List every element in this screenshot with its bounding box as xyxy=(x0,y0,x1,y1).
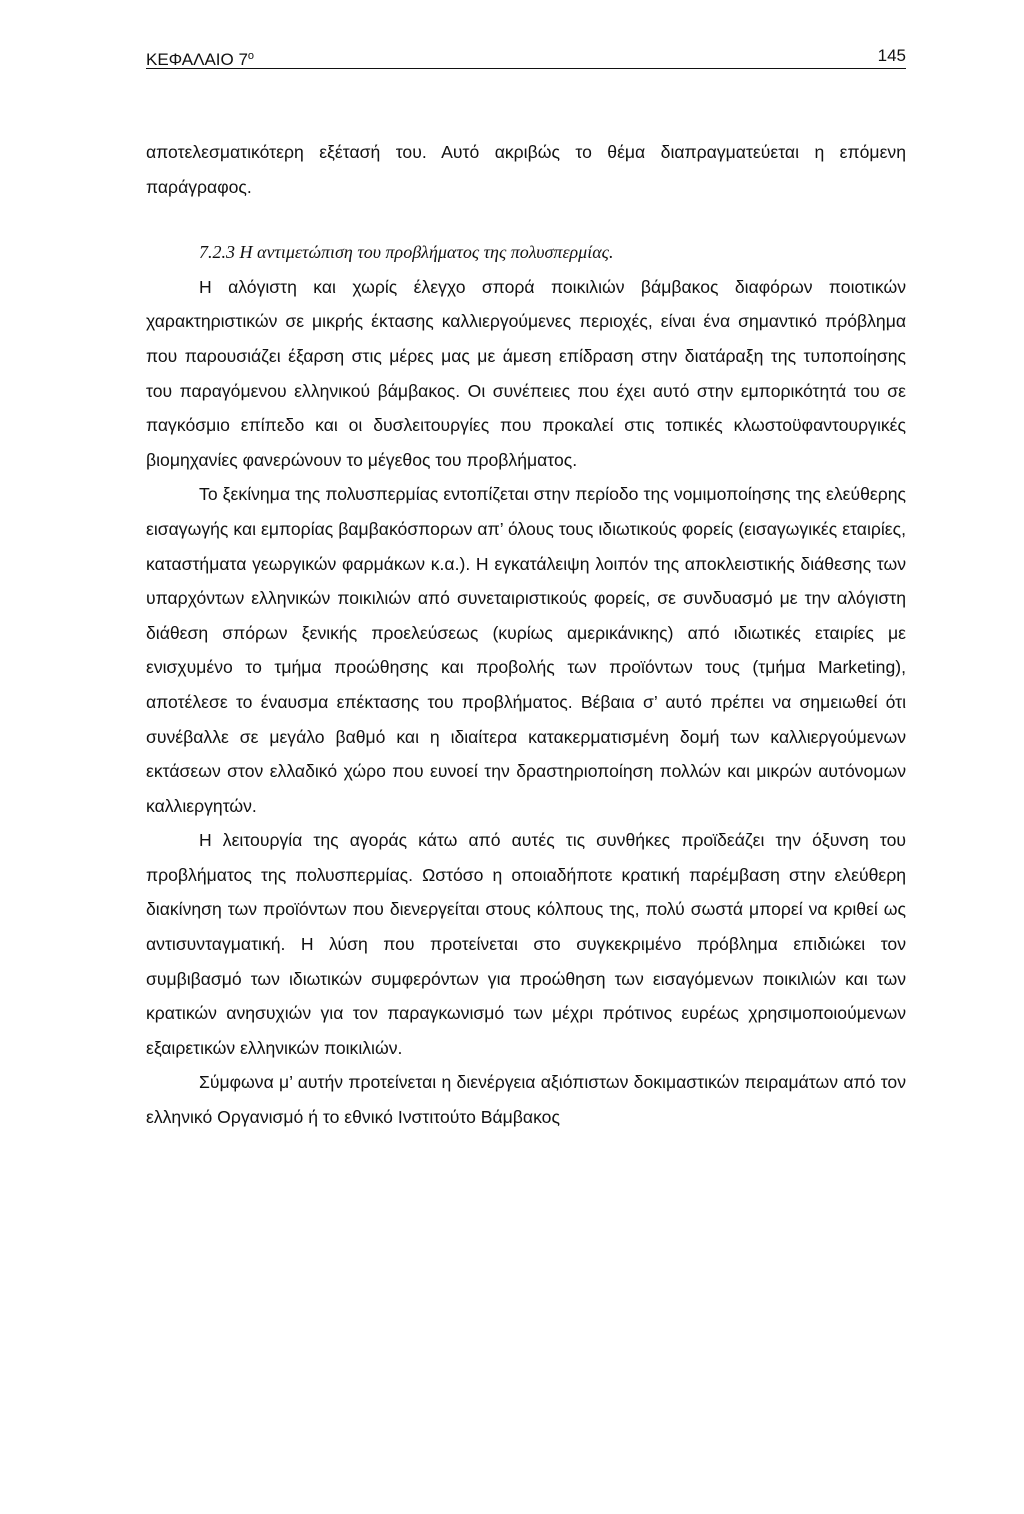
book-page xyxy=(146,40,906,1135)
chapter-label: ΚΕΦΑΛΑΙΟ $7^o$ xyxy=(146,50,255,69)
paragraph-4: Σύμφωνα μ’ αυτήν προτείνεται η διενέργεια αξιόπιστων δοκιμαστικών πειραμάτων από τον ελληνικό Οργανισμό ή το εθνικό Ινστιτούτο Βάμβακος xyxy=(146,1072,906,1128)
paragraph-2: Το ξεκίνημα της πολυσπερμίας εντοπίζεται στην περίοδο της νομιμοποίησης της ελεύθερης εισαγωγής και εμπορίας βαμβακόσπορων απ’ όλους τους ιδιωτικούς φορείς (εισαγωγικές εταιρίες, καταστήματα γεωργικών φαρμάκων κ.α.). Η εγκατάλειψη λοιπόν της αποκλειστικής διάθεσης των υπαρχόντων ελληνικών ποικιλιών από συνεταιριστικούς φορείς, σε συνδυασμό με την αλόγιστη διάθεση σπόρων ξενικής προελεύσεως (κυρίως αμερικάνικης) από ιδιωτικές εταιρίες με ενισχυμένο το τμήμα προώθησης και προβολής των προϊόντων τους (τμήμα Marketing), αποτέλεσε το έναυσμα επέκτασης του προβλήματος. Βέβαια σ’ αυτό πρέπει να σημειωθεί ότι συνέβαλλε σε μεγάλο βαθμό και η ιδιαίτερα κατακερματισμένη δομή των καλλιεργούμενων εκτάσεων στον ελλαδικό χώρο που ευνοεί την δραστηριοποίηση πολλών και μικρών αυτόνομων καλλιεργητών. xyxy=(146,484,906,816)
paragraph-3: Η λειτουργία της αγοράς κάτω από αυτές τις συνθήκες προϊδεάζει την όξυνση του προβλήματος της πολυσπερμίας. Ωστόσο η οποιαδήποτε κρατική παρέμβαση στην ελεύθερη διακίνηση των προϊόντων που διενεργείται στους κόλπους της, πολύ σωστά μπορεί να κριθεί ως αντισυνταγματική. Η λύση που προτείνεται στο συγκεκριμένο πρόβλημα επιδιώκει τον συμβιβασμό των ιδιωτικών συμφερόντων για προώθηση των εισαγόμενων ποικιλιών και των κρατικών ανησυχιών για τον παραγκωνισμό των μέχρι πρότινος ευρέως χρησιμοποιούμενων εξαιρετικών ελληνικών ποικιλιών. xyxy=(146,830,906,1058)
paragraph-spacer xyxy=(146,204,906,235)
running-header xyxy=(146,40,906,69)
section-heading: 7.2.3 Η αντιμετώπιση του προβλήματος της πολυσπερμίας. xyxy=(199,242,614,263)
body-text xyxy=(146,135,906,1135)
opening-paragraph: αποτελεσματικότερη εξέτασή του. Αυτό ακριβώς το θέμα διαπραγματεύεται η επόμενη παράγραφος. xyxy=(146,142,906,197)
paragraph-1: Η αλόγιστη και χωρίς έλεγχο σπορά ποικιλιών βάμβακος διαφόρων ποιοτικών χαρακτηριστικών σε μικρής έκτασης καλλιεργούμενες περιοχές, είναι ένα σημαντικό πρόβλημα που παρουσιάζει έξαρση στις μέρες μας με άμεση επίδραση στην διατάραξη της τυποποίησης του παραγόμενου ελληνικού βάμβακος. Οι συνέπειες που έχει αυτό στην εμπορικότητά του σε παγκόσμιο επίπεδο και οι δυσλειτουργίες που προκαλεί στις τοπικές κλωστοϋφαντουργικές βιομηχανίες φανερώνουν το μέγεθος του προβλήματος. xyxy=(146,276,906,470)
page-number: 145 xyxy=(877,46,906,65)
chapter-ordinal-superscript: ο xyxy=(247,50,255,62)
